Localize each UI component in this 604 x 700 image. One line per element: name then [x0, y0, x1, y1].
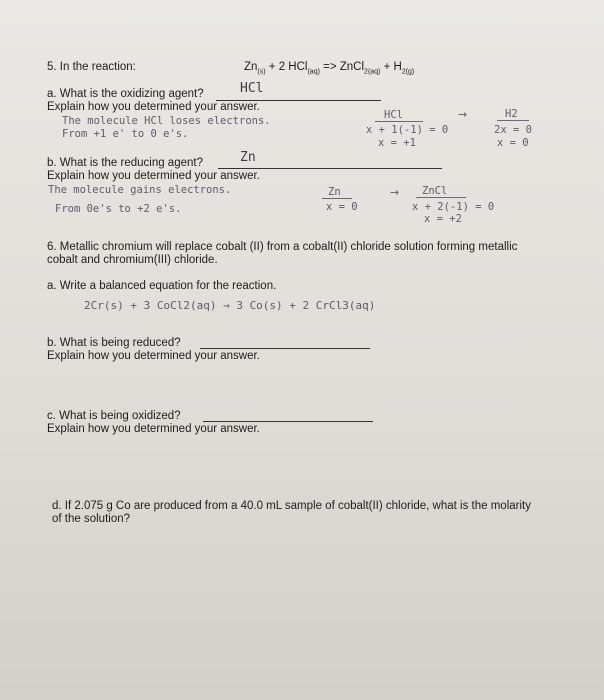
q5a-work-h2-res: x = 0	[497, 137, 529, 149]
q5b-work-zn-res: x = 0	[326, 201, 358, 213]
q5b-hw-line2: From 0e's to +2 e's.	[55, 203, 182, 215]
q5-reaction: $Zn_{(s)} + 2$ HCl$_{(aq)}$ => ZnCl$_{2(aq)}$ + $H_{2(g)}$	[244, 61, 415, 76]
q5b-answer-line[interactable]	[218, 168, 442, 169]
q5a-answer: HCl	[240, 81, 264, 96]
q6c-explain: Explain how you determined your answer.	[47, 423, 260, 435]
q6b-explain: Explain how you determined your answer.	[47, 350, 260, 362]
q5b-work-res: x = +2	[424, 213, 462, 225]
q5a-explain: Explain how you determined your answer.	[47, 101, 260, 113]
q5a-hw-line2: From +1 e' to 0 e's.	[62, 128, 189, 140]
q6a-hw-equation: 2Cr(s) + 3 CoCl2(aq) → 3 Co(s) + 2 CrCl3(aq)	[84, 299, 376, 312]
q5b-work-zn-underline	[322, 198, 352, 199]
q5b-work-zn: Zn	[328, 186, 341, 198]
q5-number: 5. In the reaction:	[47, 61, 136, 73]
q5b-arrow-icon: →	[390, 186, 400, 199]
q5a-work-h2: H2	[505, 108, 518, 120]
q6c-answer-line[interactable]	[203, 421, 373, 422]
q5a-work-hcl: HCl	[384, 109, 403, 121]
q6-intro-line2: cobalt and chromium(III) chloride.	[47, 254, 218, 266]
q5a-work-h2-eq: 2x = 0	[494, 124, 532, 136]
q6a-question: a. Write a balanced equation for the reaction.	[47, 280, 277, 292]
q5a-work-underline	[375, 121, 423, 122]
q5b-question: b. What is the reducing agent?	[47, 157, 203, 169]
q6b-question: b. What is being reduced?	[47, 337, 181, 349]
q5a-arrow-icon: →	[458, 108, 468, 121]
q5a-work-res: x = +1	[378, 137, 416, 149]
q5b-explain: Explain how you determined your answer.	[47, 170, 260, 182]
q5b-answer: Zn	[240, 150, 256, 165]
q5b-hw-line1: The molecule gains electrons.	[48, 184, 232, 196]
q5a-hw-line1: The molecule HCl loses electrons.	[62, 115, 271, 127]
q5b-work-eq: x + 2(-1) = 0	[412, 201, 495, 213]
q6d-line2: of the solution?	[52, 513, 131, 525]
q5b-work-zncl: ZnCl	[422, 185, 448, 197]
q5a-question: a. What is the oxidizing agent?	[47, 88, 204, 100]
q6-intro-line1: 6. Metallic chromium will replace cobalt (II) from a cobalt(II) chloride solution forming metallic	[47, 241, 518, 253]
q6b-answer-line[interactable]	[200, 348, 370, 349]
q5a-work-eq: x + 1(-1) = 0	[366, 124, 449, 136]
q5b-work-underline	[416, 197, 466, 198]
q5a-work-h2-underline	[497, 120, 529, 121]
q6c-question: c. What is being oxidized?	[47, 410, 181, 422]
q6d-line1: d. If 2.075 g Co are produced from a 40.0 mL sample of cobalt(II) chloride, what is the molarity	[52, 500, 531, 512]
